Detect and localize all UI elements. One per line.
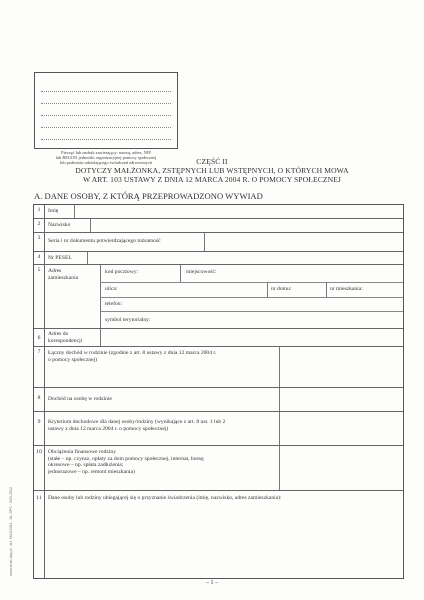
income-per-person-label: Dochód na osobę w rodzinie	[48, 396, 113, 402]
label-line: Obciążenia finansowe rodziny	[48, 449, 117, 455]
row-first-name	[34, 205, 403, 219]
territorial-symbol-field[interactable]	[164, 311, 403, 328]
row-number: 1	[34, 205, 45, 218]
stamp-dotted-line	[41, 91, 171, 92]
label-line: Adres do	[48, 331, 69, 337]
row-number: 10	[34, 446, 45, 490]
row-number: 3	[34, 233, 45, 251]
stamp-dotted-line	[41, 103, 171, 104]
street-field[interactable]	[122, 282, 267, 297]
section-a-title: A. DANE OSOBY, Z KTÓRĄ PRZEPROWADZONO WYWIAD	[34, 191, 263, 201]
total-income-label	[48, 350, 278, 363]
row-financial-burdens	[34, 446, 403, 491]
row-last-name	[34, 219, 403, 233]
row-total-income	[34, 347, 403, 388]
row-number: 5	[34, 265, 45, 328]
city-label: miejscowość:	[186, 269, 217, 275]
stamp-dotted-line	[41, 139, 171, 140]
row-applicant-details	[34, 491, 403, 578]
heading-line-1: DOTYCZY MAŁŻONKA, ZSTĘPNYCH LUB WSTĘPNYCH, O KTÓRYCH MOWA	[75, 166, 349, 175]
row-income-per-person	[34, 388, 403, 412]
label-line: (stałe – np. czynsz, opłaty za dom pomocy społecznej, internat, bursę;	[48, 455, 205, 462]
postal-code-label: kod pocztowy:	[105, 269, 139, 275]
financial-burdens-label	[48, 449, 278, 475]
row-income-criterion	[34, 412, 403, 446]
label-line: korespondencji	[48, 337, 83, 344]
label-line: Kryterium dochodowe dla danej osoby/rodziny (wynikające z art. 8 ust. 1 lub 2	[48, 419, 226, 425]
side-print-note: www.druki-dag.pl · art. 5618/2011 · DL-SPS · 3/03-2012	[9, 486, 13, 576]
page-number: – 1 –	[206, 580, 218, 586]
row-residence-address	[34, 265, 403, 329]
house-number-label: nr domu:	[271, 286, 292, 292]
stamp-caption-line: Pieczęć lub nadruk zawierający: nazwę, adres, NIP	[61, 150, 151, 155]
row-number: 7	[34, 347, 45, 387]
label-line: Adres	[48, 268, 62, 274]
applicant-details-label: Dane osoby lub rodziny ubiegającej się o przyznanie świadczenia (imię, nazwisko, adres zamieszkania):	[48, 495, 282, 501]
row-correspondence-address	[34, 329, 403, 347]
part-heading: CZĘŚĆ II	[196, 157, 228, 166]
label-line: Łączny dochód w rodzinie (zgodnie z art. 8 ustawy z dnia 12 marca 2004 r.	[48, 350, 217, 356]
label-line: okresowe – np. spłata zadłużenia;	[48, 462, 124, 469]
first-name-label: Imię	[48, 208, 59, 214]
city-field[interactable]	[229, 265, 403, 282]
pesel-field[interactable]	[88, 252, 403, 264]
stamp-box[interactable]	[34, 72, 178, 149]
row-number: 4	[34, 252, 45, 264]
label-line: jednorazowe – np. remont mieszkania)	[48, 468, 135, 475]
phone-label: telefon:	[105, 301, 123, 307]
cell-divider	[267, 282, 268, 297]
street-label: ulica:	[105, 286, 118, 292]
apartment-number-field[interactable]	[372, 282, 403, 297]
territorial-symbol-label: symbol terytorialny:	[105, 317, 151, 323]
row-number: 8	[34, 388, 45, 411]
income-per-person-field[interactable]	[280, 388, 403, 411]
label-line: ustawy z dnia 12 marca 2004 r. o pomocy społecznej)	[48, 425, 169, 432]
row-number: 11	[34, 491, 45, 578]
row-pesel	[34, 252, 403, 265]
last-name-field[interactable]	[91, 219, 403, 232]
stamp-dotted-line	[41, 115, 171, 116]
apartment-number-label: nr mieszkania:	[330, 286, 363, 292]
id-document-label: Seria i nr dokumentu potwierdzającego tożsamość	[48, 238, 161, 244]
applicant-details-field[interactable]	[46, 505, 403, 578]
house-number-field[interactable]	[296, 282, 326, 297]
data-table	[33, 204, 404, 579]
stamp-dotted-line	[41, 127, 171, 128]
stamp-caption-line: lub podmiotu udzielającego świadczeń zdrowotnych	[59, 160, 153, 165]
cell-divider	[180, 265, 181, 282]
label-line: o pomocy społecznej)	[48, 356, 98, 363]
income-criterion-label	[48, 419, 278, 432]
residence-address-label	[48, 268, 78, 281]
financial-burdens-field[interactable]	[280, 446, 403, 490]
total-income-field[interactable]	[280, 347, 403, 387]
row-number: 2	[34, 219, 45, 232]
row-number: 6	[34, 329, 45, 346]
pesel-label: Nr PESEL	[48, 255, 72, 261]
correspondence-address-field[interactable]	[101, 329, 403, 346]
last-name-label: Nazwisko	[48, 222, 71, 228]
id-document-field[interactable]	[205, 233, 403, 251]
cell-divider	[326, 282, 327, 297]
postal-code-field[interactable]	[144, 265, 180, 282]
heading-line-2: W ART. 103 USTAWY Z DNIA 12 MARCA 2004 R. O POMOCY SPOŁECZNEJ	[83, 175, 341, 184]
first-name-field[interactable]	[75, 205, 403, 218]
phone-field[interactable]	[130, 297, 403, 311]
label-line: zamieszkania	[48, 274, 79, 281]
row-id-document	[34, 233, 403, 252]
correspondence-address-label	[48, 331, 82, 344]
stamp-caption-line: lub REGON jednostki organizacyjnej pomocy społecznej	[55, 155, 157, 160]
income-criterion-field[interactable]	[280, 412, 403, 445]
row-number: 9	[34, 412, 45, 445]
